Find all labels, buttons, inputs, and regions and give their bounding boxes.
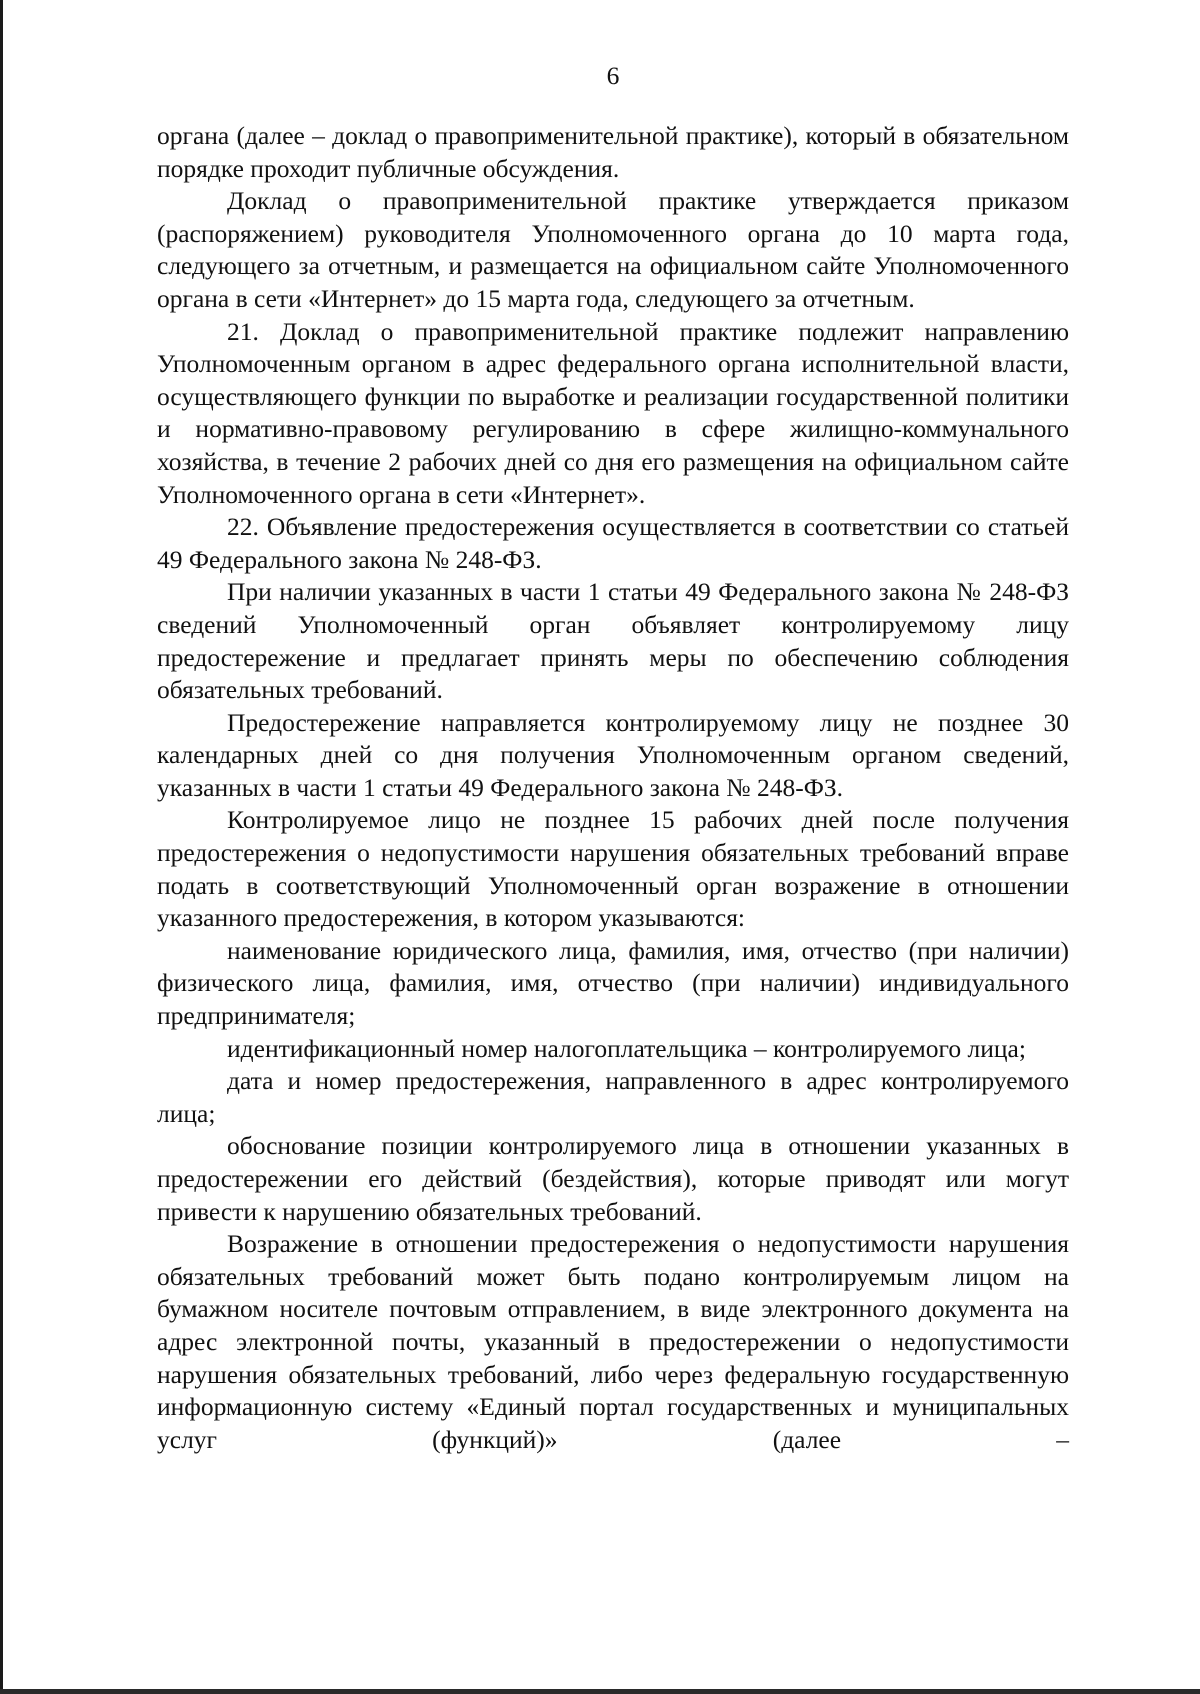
list-item: обоснование позиции контролируемого лица в отношении указанных в предостережении его действий (бездействия), которые приводят или могут привести к нарушению обязательных требований. <box>157 1131 1069 1226</box>
paragraph-clause-22: 22. Объявление предостережения осуществляется в соответствии со статьей 49 Федерального закона № 248-ФЗ. <box>157 512 1069 574</box>
document-page <box>157 60 1069 1456</box>
list-item: наименование юридического лица, фамилия, имя, отчество (при наличии) физического лица, фамилия, имя, отчество (при наличии) индивидуального предпринимателя; <box>157 935 1069 1031</box>
paragraph: Контролируемое лицо не позднее 15 рабочих дней после получения предостережения о недопустимости нарушения обязательных требований вправе подать в соответствующий Уполномоченный орган возражение в отношении указанного предостережения, в котором указываются: <box>157 805 1069 933</box>
paragraph: Предостережение направляется контролируемому лицу не позднее 30 календарных дней со дня получения Уполномоченным органом сведений, указанных в части 1 статьи 49 Федерального закона № 248-ФЗ. <box>157 707 1069 802</box>
paragraph-continued: органа (далее – доклад о правоприменительной практике), который в обязательном порядке проходит публичные обсуждения. <box>157 121 1069 183</box>
paragraph: При наличии указанных в части 1 статьи 49 Федерального закона № 248-ФЗ сведений Уполномоченный орган объявляет контролируемому лицу предостережение и предлагает принять меры по обеспечению соблюдения обязательных требований. <box>157 577 1069 705</box>
scan-edge-bottom <box>0 1689 1200 1694</box>
list-item: дата и номер предостережения, направленного в адрес контролируемого лица; <box>157 1066 1069 1128</box>
list-item: идентификационный номер налогоплательщика – контролируемого лица; <box>227 1033 1026 1063</box>
paragraph-continues-next-page: Возражение в отношении предостережения о недопустимости нарушения обязательных требований может быть подано контролируемым лицом на бумажном носителе почтовым отправлением, в виде электронного документа на адрес электронной почты, указанный в предостережении о недопустимости нарушения обязательных требований, либо через федеральную государственную информационную систему «Единый портал государственных и муниципальных услуг (функций)» (далее – <box>157 1229 1069 1454</box>
paragraph: Доклад о правоприменительной практике утверждается приказом (распоряжением) руководителя Уполномоченного органа до 10 марта года, следующего за отчетным, и размещается на официальном сайте Уполномоченного органа в сети «Интернет» до 15 марта года, следующего за отчетным. <box>157 186 1069 313</box>
paragraph-clause-21: 21. Доклад о правоприменительной практике подлежит направлению Уполномоченным органом в адрес федерального органа исполнительной власти, осуществляющего функции по выработке и реализации государственной политики и нормативно-правовому регулированию в сфере жилищно-коммунального хозяйства, в течение 2 рабочих дней со дня его размещения на официальном сайте Уполномоченного органа в сети «Интернет». <box>157 316 1069 509</box>
scan-edge-left <box>0 0 3 1694</box>
page-number: 6 <box>606 61 620 90</box>
